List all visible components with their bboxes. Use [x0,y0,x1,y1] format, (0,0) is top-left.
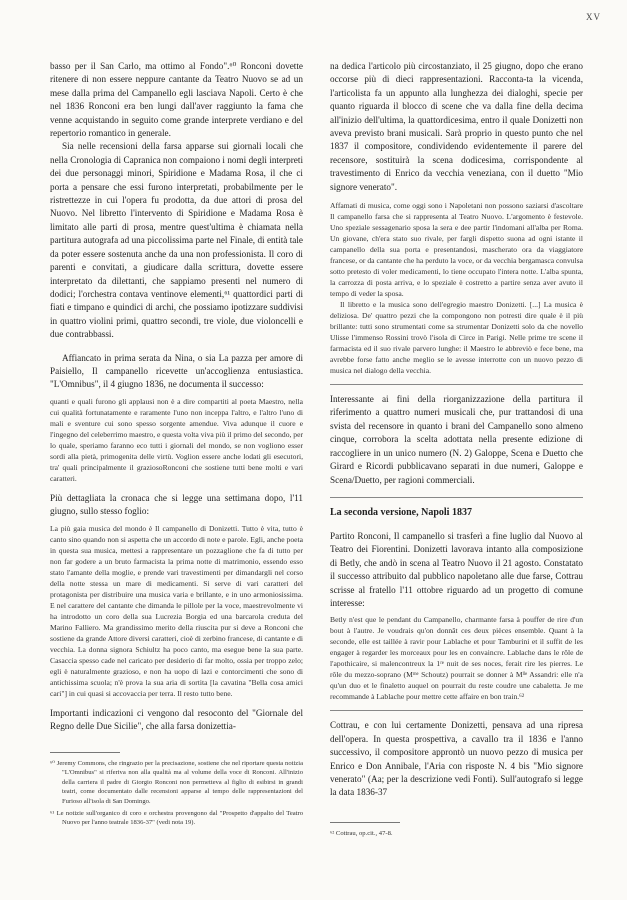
divider [330,710,583,711]
right-footnotes [330,822,583,838]
footnote-rule [50,752,120,753]
left-quote-1: quanti e quali furono gli applausi non è a dire compartiti al poeta Maestro, nella cui qualità fortunatamente e raramente l'uno non inceppa l'altro, e l'altro l'uno di mali e sventure cui sono spesso sorgente amendue. Viva adunque il cuore e l'ingegno del celeberrimo maestro, e questa volta viva più il primo del secondo, per lo quale, speriamo faranno eco tutti i giornali del mondo, se non vogliono esser sordi alla pietà, primogenita delle virtù. Voglion essere anche lodati gli esecutori, tra' quali principalmente il graziosoRonconi che sostiene tutti bene molti e vari caratteri. [50,396,303,483]
section-heading: La seconda versione, Napoli 1837 [330,506,472,518]
right-column [330,60,583,800]
left-paragraph-5: Importanti indicazioni ci vengono dal resoconto del "Giornale del Regno delle Due Sicilie", che alla farsa donizettia- [50,707,303,731]
right-paragraph-2: Interessante ai fini della riorganizzazione della partitura il riferimento a quattro numeri musicali che, pur trattandosi di una svista del recensore in quanto i brani del Campanello sono almeno cinque, corrobora la scelta adottata nella presente edizione di raccogliere in un unico numero (N. 2) Galoppe, Scena e Duetto che Girard e Ricordi pubblicavano separati in due numeri, Galoppe e Scena/Duetto, per ragioni commerciali. [330,394,583,485]
left-paragraph-4: Più dettagliata la cronaca che si legge una settimana dopo, l'11 giugno, sullo stesso foglio: [50,492,303,517]
footnote-60: ⁶⁰ Jeremy Commons, che ringrazio per la precisazione, sostiene che nel riportare questa notizia "L'Omnibus" si riferiva non alla qualità ma al volume della voce di Ronconi. All'inizio della carriera il padre di Giorgio Ronconi non permetteva al figlio di esibirsi in grandi teatri, come documentato dalle recensioni apparse al tempo delle rappresentazioni del Furioso all'isola di San Domingo. [50,760,303,805]
divider [330,497,583,498]
right-quote-3: Betly n'est que le pendant du Campanello, charmante farsa à pouffer de rire d'un bout à l'autre. Je voudrais qu'on donnât ces deux pièces ensemble. Quant à la seconde, elle est taillée à ravir pour Lablache et pour Tamburini et il suffit de les engager à regarder les morceaux pour les en convaincre. Lablache dans le rôle de l'apothicaire, si malencontreux la 1ʳᵉ nuit de ses noces, ferait rire les pierres. Le rôle du mezzo-soprano (Mᵐᵉ Schoutz) pourrait se donner à Mˡˡᵉ Assandri: elle n'a qu'un duo et le finaletto auquel on pourrait du reste coudre une cabaletta. Je me recommande à Lablache pour mettre cette affaire en bon train.⁶² [330,615,583,702]
right-quote-1: Affamati di musica, come oggi sono i Napoletani non possono saziarsi d'ascoltare Il campanello farsa che si rappresenta al Teatro Nuovo. L'argomento è festevole. Uno speziale sessagenario sposa la sera e dee partir l'indomani all'alba per Roma. Un giovane, ch'era stato suo rivale, per fargli dispetto suona ad ogni istante il campanello della sua porta e presentandosi, mascherato ora da viaggiatore francese, or da cantante che ha perduto la voce, or da vecchia bergamasca convulsa sotto pretesto di voler medicamenti, lo tiene occupato l'intera notte. L'alba spunta, la carrozza di posta arriva, e lo speziale è costretto a partire senza aver avuto il tempo di veder la sposa. [330,201,583,299]
right-paragraph-4: Cottrau, e con lui certamente Donizetti, pensava ad una ripresa dell'opera. In questa prospettiva, a cavallo tra il 1836 e l'anno successivo, il compositore approntò un nuovo pezzo di musica per Enrico e Don Annibale, l'Aria con risposte N. 4 bis "Mio signore venerato" (Aa; per la descrizione vedi Fonti). Sull'autografo si legge la data 1836-37 [330,720,583,798]
left-paragraph-3: Affiancato in prima serata da Nina, o sia La pazza per amore di Paisiello, Il campanello ricevette un'accoglienza entusiastica. "L'Omnibus", il 4 giugno 1836, ne documenta il successo: [50,352,303,390]
left-column [50,60,303,733]
footnote-62: ⁶² Cottrau, op.cit., 47-8. [330,830,393,837]
right-quote-2: Il libretto e la musica sono dell'egregio maestro Donizetti. [...] La musica è deliziosa. De' quattro pezzi che la compongono non potresti dire quale è il più brillante: tutti sono strumentati come sa strumentar Donizetti solo da che novello Ulisse l'immenso Rossini trovò l'isola di Circe in Parigi. Nelle prime tre scene il farmacista ed il suo rivale parvero lunghe: il Maestro le abbreviò e fece bene, ma avrebbe forse fatto anche meglio se le avesse interrotte con un nuovo pezzo di musica nel dialogo della vecchia. [330,300,583,376]
right-paragraph-3: Partito Ronconi, Il campanello si trasferì a fine luglio dal Nuovo al Teatro dei Fiorentini. Donizetti lavorava intanto alla composizione di Betly, che andò in scena al Teatro Nuovo il 21 agosto. Constatato il successo attribuito dal pubblico napoletano alle due farse, Cottrau scrisse al fratello l'11 ottobre riguardo ad un progetto di comune interesse: [330,530,583,608]
footnote-61: ⁶¹ Le notizie sull'organico di coro e orchestra provengono dal "Prospetto d'appalto del Teatro Nuovo per l'anno teatrale 1836-37" (vedi nota 19). [50,810,303,827]
left-quote-2: La più gaia musica del mondo è Il campanello di Donizetti. Tutto è vita, tutto è canto sino quando non si aspetta che un accordo di note e parole. Egli, anche poeta in questa sua musica, mettesi a rappresentare un pozzaglione che fa di tutto per non far godere a un bruto farmacista la prima notte di matrimonio, essendo esso stato l'amante della moglie, e prende vari travestimenti per dimandargli nel corso della notte stessa un mare di medicamenti. Si serve di vari caratteri del protagonista per distribuire una musica varia e brillante, e in uno armoniosissima. E nel carattere del cantante che dimanda le pillole per la voce, maestrevolmente vi ha introdotto un coro della sua Lucrezia Borgia ed una barcarola creduta del Marino Falliero. Ma grandissimo merito della riuscita pur si deve a Ronconi che sostiene da grande Attore diversi caratteri, cioè di zerbino francese, di cantante e di vecchia. La donna signora Schiultz ha poco canto, ma esegue bene la sua parte. Casaccia spesso cade nel caricato per desiderio di far molto, ossia per troppo zelo; egli è naturalmente grazioso, e non ha uopo di lazi e contorcimenti che sono di antichissima scuola; n'è prova la sua aria di sortita [la cavatina "Bella cosa amici cari"] in cui quasi si accovaccia per terra. Il resto tutto bene. [50,523,303,698]
left-paragraph-1: basso per il San Carlo, ma ottimo al Fondo".⁶⁰ Ronconi dovette ritenere di non essere neppure cantante da Teatro Nuovo se ad un mese dalla prima del Campanello egli lasciava Napoli. Certo è che nel 1836 Ronconi era ben lungi dall'aver raggiunto la fama che venne acquistando in seguito come grande interprete verdiano e del repertorio romantico in generale. [50,61,303,139]
page-number: XV [586,12,601,22]
footnote-rule [330,822,400,823]
divider [330,384,583,385]
left-footnotes [50,752,303,828]
right-paragraph-1: na dedica l'articolo più circostanziato, il 25 giugno, dopo che erano occorse più di dieci rappresentazioni. Racconta-ta la vicenda, l'articolista fa un appunto alla lunghezza dei dialoghi, specie per quanto riguarda il blocco di scene che va dalla fine della decima all'inizio dell'ultima, la quattordicesima, entro il quale Donizetti non aveva previsto brani musicali. Sarà proprio in questo punto che nel 1837 il compositore, condividendo evidentemente il parere del recensore, sostituirà la scena dodicesima, corrispondente al travestimento di Enrico da vecchia veneziana, con il duetto "Mio signore venerato". [330,61,583,192]
left-paragraph-2: Sia nelle recensioni della farsa apparse sui giornali locali che nella Cronologia di Capranica non compaiono i nomi degli interpreti dei due personaggi minori, Spiridione e Madama Rosa, il che ci porta a pensare che essi furono interpretati, probabilmente per le ristrettezze in cui l'opera fu prodotta, da due attori di prosa del Nuovo. Nel libretto l'intervento di Spiridione e Madama Rosa è limitato alle parti di prosa, mentre quest'ultima è chiamata nella partitura autografa ad una piccolissima parte nel Finale, di entità tale da poter essere sostenuta anche da una non professionista. Il coro di parenti e convitati, a giudicare dalla scrittura, dovette essere interpretato da dilettanti, che sappiamo presenti nel numero di dodici; l'orchestra contava ventinove elementi,⁶¹ quattordici parti di fiati e timpano e quindici di archi, che possiamo ipotizzare suddivisi in quattro violini primi, quattro secondi, tre viole, due violoncelli e due contrabbassi. [50,141,303,340]
